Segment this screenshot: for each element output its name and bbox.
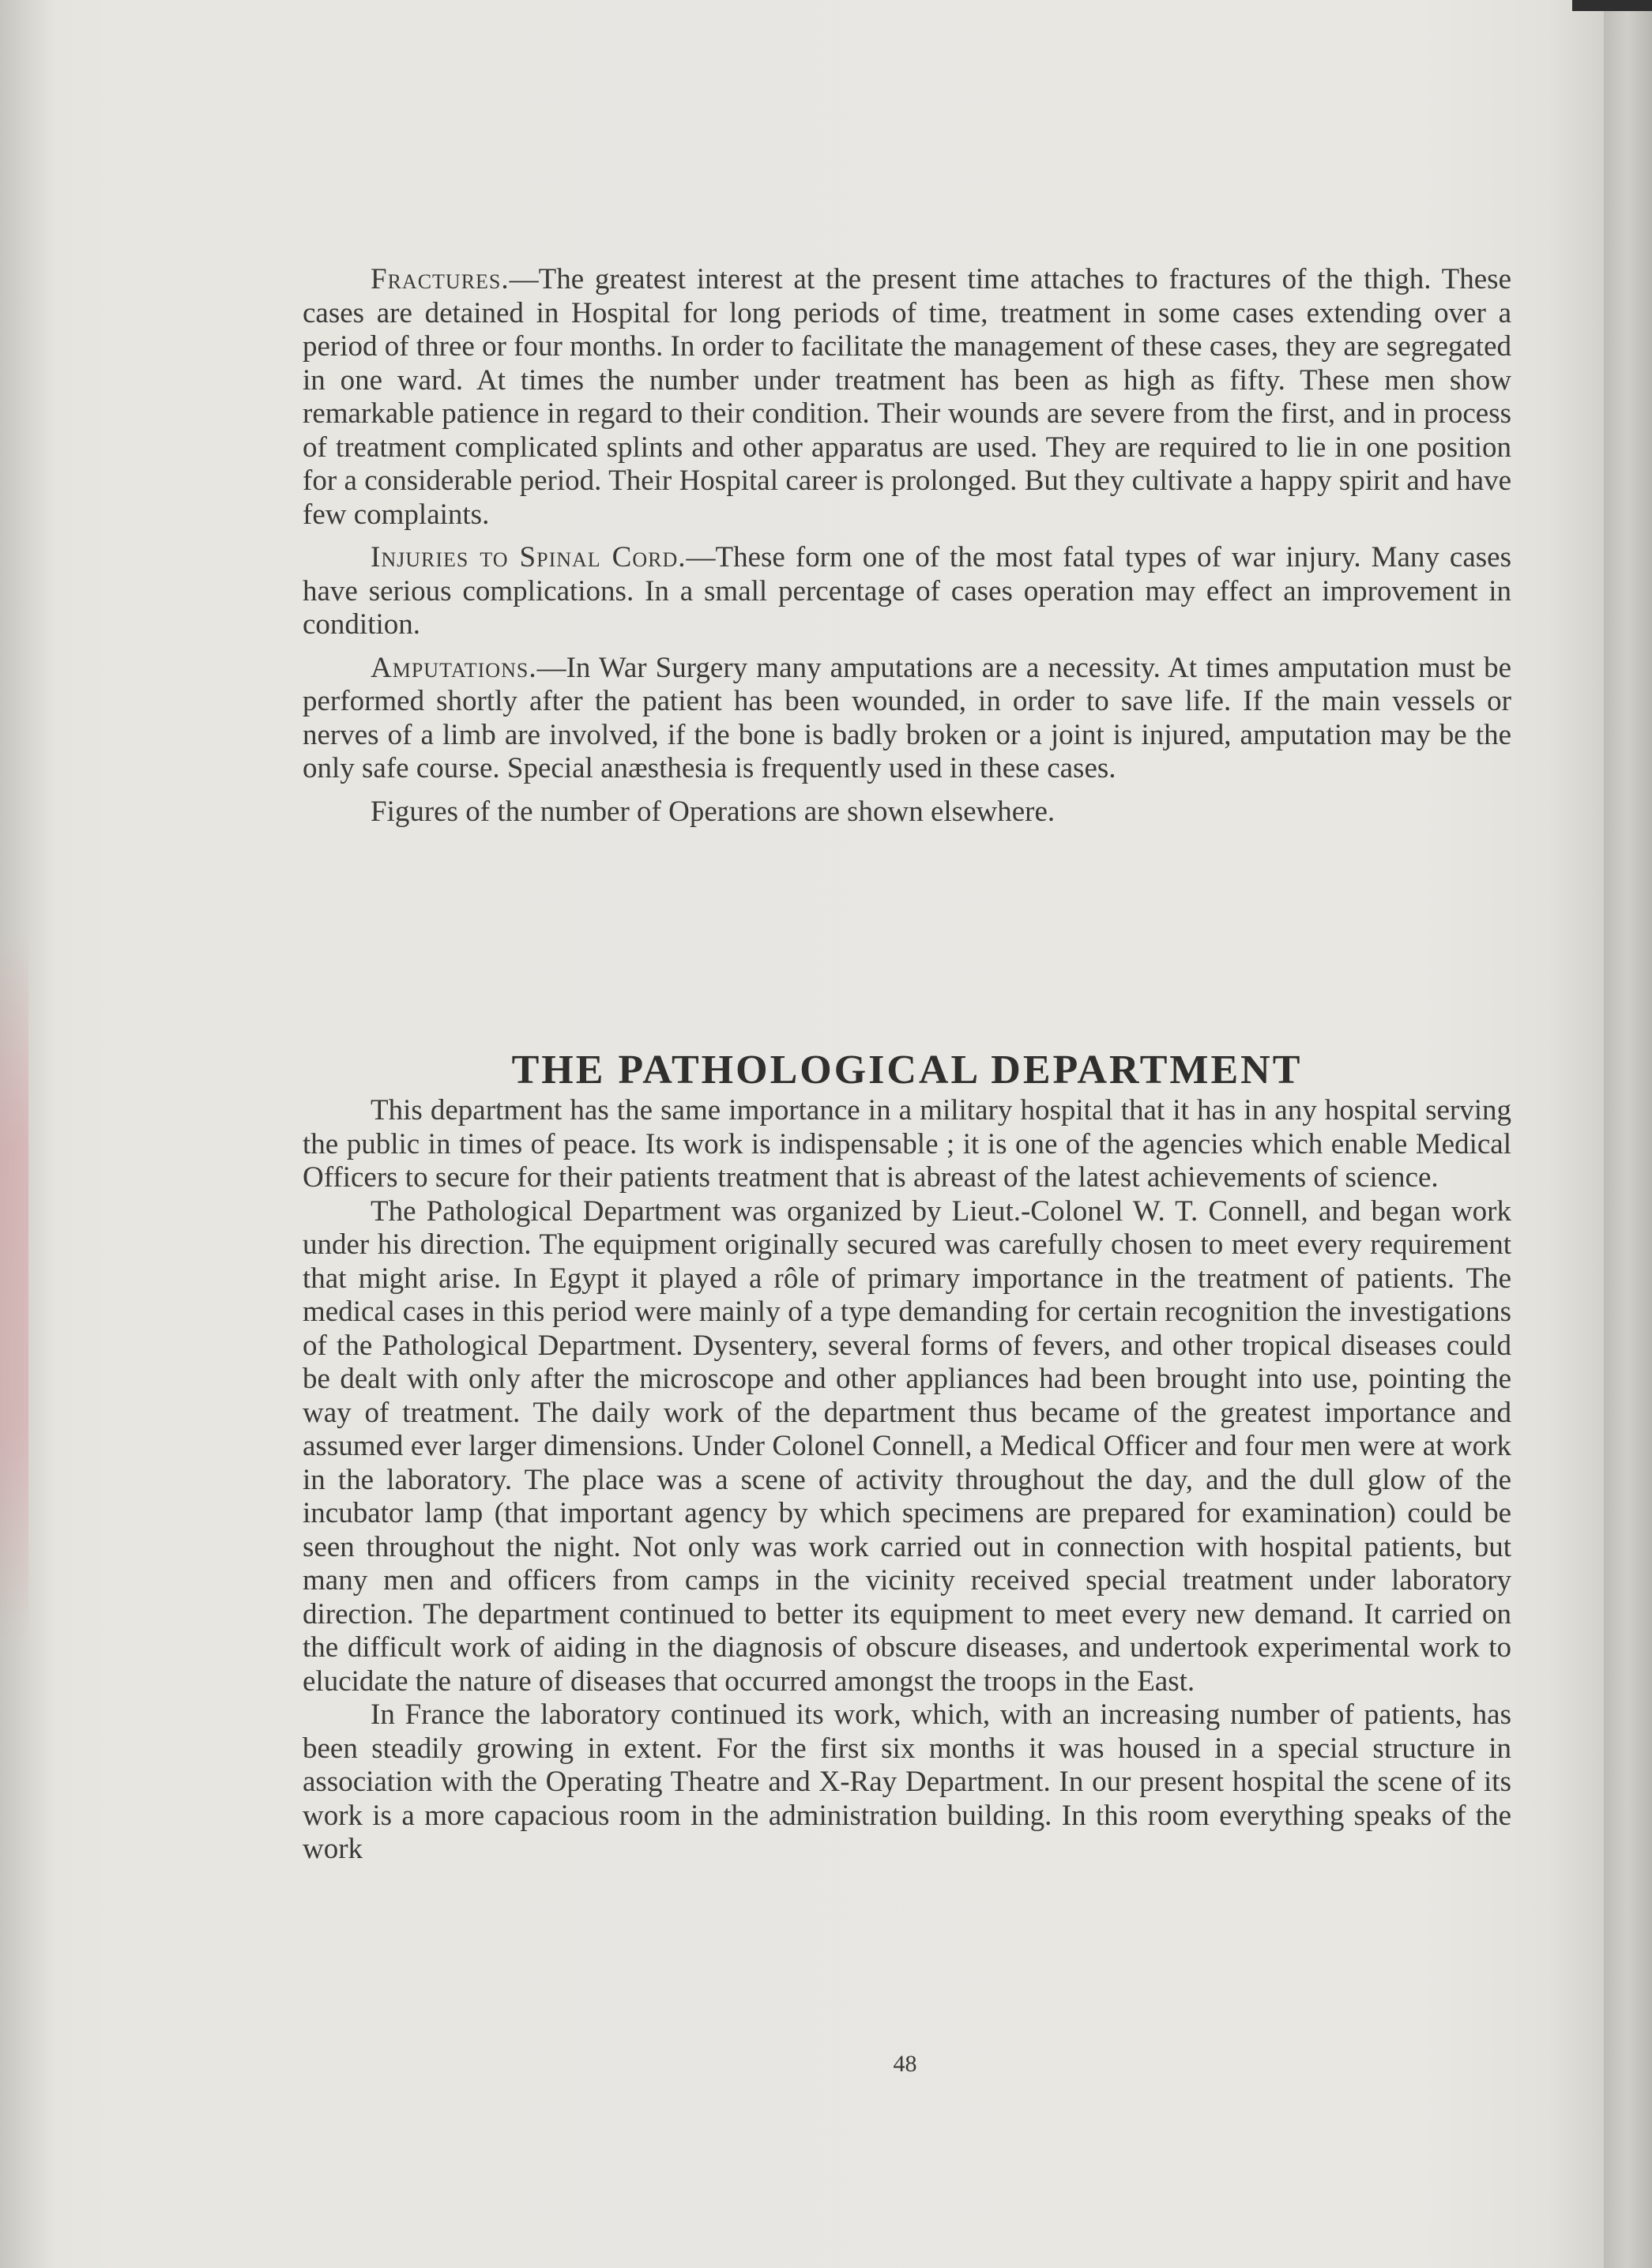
spinal-paragraph	[303, 541, 1511, 642]
fractures-paragraph	[303, 263, 1511, 532]
surgery-section	[303, 263, 1511, 838]
pathology-paragraph-1: This department has the same importance in a military hospital that it has in any hospital serving the public in times of peace. Its work is indispensable ; it is one of the agencies which enable Medical Officers to secure for their patients treatment that is abreast of the latest achievements of science.	[303, 1094, 1511, 1194]
pathology-section	[303, 1094, 1511, 1867]
amputations-text: —In War Surgery many amputations are a necessity. At times amputation must be performed shortly after the patient has been wounded, in order to save life. If the main vessels or nerves of a limb are involved, if the bone is badly broken or a joint is injured, amputation may be the only safe course. Special anæsthesia is frequently used in these cases.	[303, 651, 1511, 784]
amputations-paragraph	[303, 652, 1511, 786]
figures-note: Figures of the number of Operations are shown elsewhere.	[371, 795, 1056, 828]
section-heading: THE PATHOLOGICAL DEPARTMENT	[511, 1047, 1303, 1093]
spinal-text: —These form one of the most fatal types of war injury. Many cases have serious complications. In a small percentage of cases operation may effect an improvement in condition.	[303, 541, 1511, 641]
fractures-text: —The greatest interest at the present time attaches to fractures of the thigh. These cases are detained in Hospital for long periods of time, treatment in some cases extending over a period of three or four months. In order to facilitate the management of these cases, they are segregated in one ward. At times the number under treatment has been as high as fifty. These men show remarkable patience in regard to their condition. Their wounds are severe from the first, and in process of treatment complicated splints and other apparatus are used. They are required to lie in one position for a considerable period. Their Hospital career is prolonged. But they cultivate a happy spirit and have few complaints.	[303, 263, 1511, 531]
page-number: 48	[893, 2051, 917, 2077]
pink-stain	[0, 932, 28, 1643]
page-edge	[1604, 0, 1652, 2268]
pathology-paragraph-2: The Pathological Department was organized by Lieut.-Colonel W. T. Connell, and began work under his direction. The equipment originally secured was carefully chosen to meet every requirement that might arise. In Egypt it played a rôle of primary importance in the treatment of patients. The medical cases in this period were mainly of a type demanding for certain recognition the investigations of the Pathological Department. Dysentery, several forms of fevers, and other tropical diseases could be dealt with only after the microscope and other appliances had been brought into use, pointing the way of treatment. The daily work of the department thus became of the greatest importance and assumed ever larger dimensions. Under Colonel Connell, a Medical Officer and four men were at work in the laboratory. The place was a scene of activity throughout the day, and the dull glow of the incubator lamp (that important agency by which specimens are prepared for examination) could be seen throughout the night. Not only was work carried out in connection with hospital patients, but many men and officers from camps in the vicinity received special treatment under laboratory direction. The department continued to better its equipment to meet every new demand. It carried on the difficult work of aiding in the diagnosis of obscure diseases, and undertook experimental work to elucidate the nature of diseases that occurred amongst the troops in the East.	[303, 1194, 1511, 1698]
pathology-paragraph-3: In France the laboratory continued its work, which, with an increasing number of patients, has been steadily growing in extent. For the first six months it was housed in a special structure in association with the Operating Theatre and X-Ray Department. In our present hospital the scene of its work is a more capacious room in the administration building. In this room everything speaks of the work	[303, 1698, 1511, 1865]
spinal-lead: Injuries to Spinal Cord.	[371, 541, 687, 574]
page-edge-corner	[1572, 0, 1652, 11]
amputations-lead: Amputations.	[371, 651, 537, 684]
fractures-lead: Fractures.	[371, 263, 510, 295]
